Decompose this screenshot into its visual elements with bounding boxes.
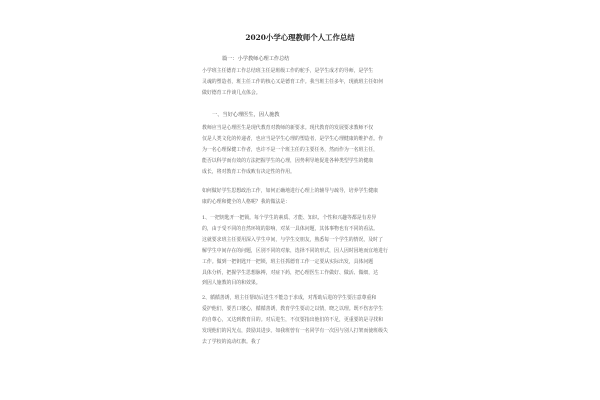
point1-heading: 一、当好心理医生，因人施教: [212, 112, 280, 118]
item2-line: 去了学校的流动红旗。我了: [202, 338, 261, 345]
item2-line: 的自尊心，又达到教育目的。对后进生，不仅要指出他们的不足，更重要的是寻找和: [202, 316, 383, 323]
point1-line: 能否以科学而有效的方法把握学生的心理，因势利导地促进各种类型学生的健康: [202, 157, 374, 164]
point1b-line: 如何做好学生思想政治工作，如何正确地进行心理上的辅导与疏导，培养学生健康: [202, 188, 379, 194]
item2-line: 爱护他们，要苦口婆心，循循善诱，教育学生要动之以情，晓之以理。既不伤害学生: [202, 305, 383, 312]
intro-line: 灵魂的塑造者，班主任工作的核心又是德育工作。我当班主任多年，现就班主任如何: [202, 78, 383, 85]
item1-paragraph: [202, 213, 398, 289]
item2-line: 发现他们的闪光点，鼓励其进步。如我班曾有一名同学有一次因与别人打架而使班级失: [202, 327, 388, 334]
item1-line: 到因人施教的目的和效果。: [202, 280, 261, 287]
intro-line: 小学班主任德育工作总结班主任是班级工作的舵手，是学生成才的导师，是学生: [202, 68, 374, 74]
intro-paragraph: [202, 66, 398, 99]
point1-line: 成长，将对教育工作成败有决定性的作用。: [202, 168, 295, 175]
item1-line: 解学生中间存在的问题，区别不同的对象，选择不同的形式，因人因时因地而宜地进行: [202, 247, 388, 254]
section-heading: 篇一：小学教师心理工作总结: [222, 56, 290, 62]
item2-paragraph: [202, 293, 398, 348]
point1-paragraph: [202, 123, 398, 178]
point1-line: 教师应当是心理医生是现代教育对教师的新要求。现代教育的发展要求教师不仅: [202, 125, 374, 131]
document-title: 2020小学心理教师个人工作总结: [245, 33, 355, 42]
item1-line: 的，由于受不同的自然环境的影响，对某一具体问题，其体事物也有不同的看法。: [202, 225, 379, 232]
item1-line: 具体分析，把握学生思想脉搏，对症下药，把心理医生工作做好、做活、做细，达: [202, 269, 379, 276]
point1-line: 为一名心理保健工作者，也许不是一个班主任的主要任务，然而作为一名班主任，: [202, 146, 379, 153]
intro-line: 做好德育工作谈几点体会。: [202, 89, 261, 96]
point1-line: 仅是人类文化的传递者，也应当是学生心理的塑造者，是学生心理健康的维护者。作: [202, 135, 383, 142]
point1b-paragraph: [202, 186, 398, 208]
point1b-line: 康的心理和健全的人格呢？我的做法是：: [202, 198, 291, 205]
item1-line: 1、一把钥匙开一把锁。每个学生的素质、才能、知识、个性和兴趣等都是有差异: [202, 215, 377, 221]
item1-line: 工作。做到一把钥匙开一把锁，班主任抓德育工作一定要从实际出发，具体问题: [202, 258, 374, 265]
item2-line: 2、循循善诱，班主任帮助后进生不能急于求成，对帮助后进的学生要注意尊重和: [202, 295, 377, 301]
item1-line: 这就要求班主任要用深入学生中间，与学生交朋友，熟悉每一个学生的情况，及时了: [202, 236, 383, 243]
